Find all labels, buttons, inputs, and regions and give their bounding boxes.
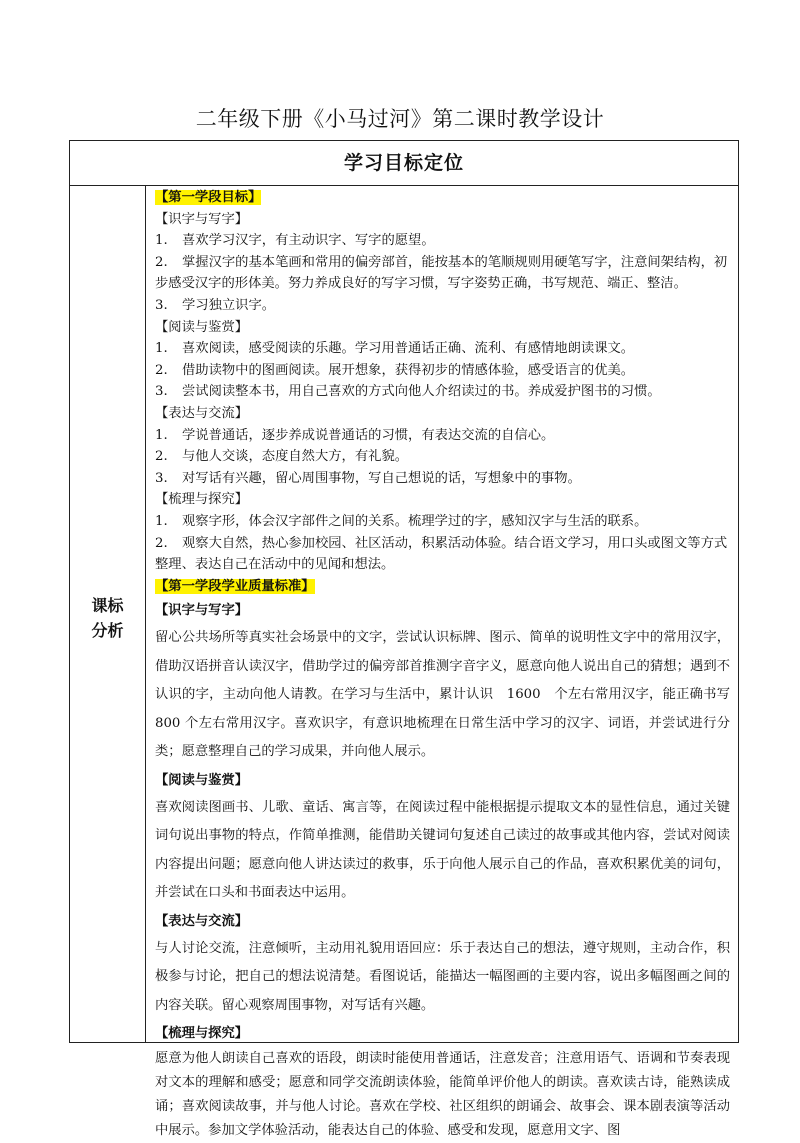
list-text: 喜欢阅读，感受阅读的乐趣。学习用普通话正确、流利、有感情地朗读课文。 xyxy=(182,341,635,357)
list-item xyxy=(155,533,730,576)
list-text: 学说普通话，逐步养成说普通话的习惯，有表达交流的自信心。 xyxy=(182,427,555,443)
list-text: 尝试阅读整本书，用自己喜欢的方式向他人介绍读过的书。养成爱护图书的习惯。 xyxy=(182,384,661,400)
list-item xyxy=(155,360,730,382)
goals-section-title: 【梳理与探究】 xyxy=(155,492,249,508)
content-cell xyxy=(146,185,744,1139)
list-number: 3. xyxy=(155,297,168,313)
row-label-line1: 课标 xyxy=(91,596,124,615)
list-number: 1. xyxy=(155,341,168,357)
list-text: 喜欢学习汉字，有主动识字、写字的愿望。 xyxy=(182,233,435,249)
list-text: 借助读物中的图画阅读。展开想象，获得初步的情感体验，感受语言的优美。 xyxy=(182,362,635,378)
quality-paragraph: 与人讨论交流，注意倾听，主动用礼貌用语回应：乐于表达自己的想法，遵守规则，主动合作，积极参与讨论，把自己的想法说清楚。看图说话，能描达一幅图画的主要内容，说出多幅图画之间的内容关联。留心观察周围事物，对写话有兴趣。 xyxy=(155,940,730,1013)
list-text: 观察字形，体会汉字部件之间的关系。梳理学过的字，感知汉字与生活的联系。 xyxy=(182,513,648,529)
quality-section-title: 【梳理与探究】 xyxy=(155,1026,249,1042)
list-item xyxy=(155,252,730,295)
row-label-line2: 分析 xyxy=(91,621,124,640)
list-number: 1. xyxy=(155,513,168,529)
goals-table xyxy=(69,140,744,1139)
list-number: 2. xyxy=(155,362,168,378)
goals-section-title: 【识字与写字】 xyxy=(155,211,249,227)
list-number: 1. xyxy=(155,233,168,249)
list-item xyxy=(155,425,730,447)
goals-section-title: 【表达与交流】 xyxy=(155,405,249,421)
quality-paragraph: 留心公共场所等真实社会场景中的文字，尝试认识标牌、图示、简单的说明性文字中的常用汉字，借助汉语拼音认读汉字，借助学过的偏旁部首推测字音字义，愿意向他人说出自己的猜想；遇到不认识的字，主动向他人请教。在学习与生活中，累计认识 1600 个左右常用汉字，能正确书写 800 个左右常用汉字。喜欢识字，有意识地梳理在日常生活中学习的汉字、词语，并尝试进行分类；愿意整理自己的学习成果，并向他人展示。 xyxy=(155,630,744,760)
list-item xyxy=(155,295,730,317)
list-item xyxy=(155,338,730,360)
document-title: 二年级下册《小马过河》第二课时教学设计 xyxy=(195,107,605,131)
list-item xyxy=(155,511,730,533)
quality-paragraph: 喜欢阅读图画书、儿歌、童话、寓言等，在阅读过程中能根据提示提取文本的显性信息，通过关键词句说出事物的特点，作简单推测，能借助关键词句复述自己读过的故事或其他内容，尝试对阅读内容提出问题；愿意向他人讲达读过的救事，乐于向他人展示自己的作品，喜欢积累优美的词句，并尝试在口头和书面表达中运用。 xyxy=(155,799,730,901)
list-text: 学习独立识字。 xyxy=(182,297,276,313)
goals-section-title: 【阅读与鉴赏】 xyxy=(155,319,249,335)
list-text: 掌握汉字的基本笔画和常用的偏旁部首，能按基本的笔顺规则用硬笔写字，注意间架结构，初步感受汉字的形体美。努力养成良好的写字习惯，写字姿势正确，书写规范、端正、整洁。 xyxy=(155,254,728,292)
quality-paragraph: 愿意为他人朗读自己喜欢的语段，朗读时能使用普通话，注意发音；注意用语气、语调和节奏表现对文本的理解和感受；愿意和同学交流朗读体验，能简单评价他人的朗读。喜欢读古诗，能熟读成诵；喜欢阅读故事，并与他人讨论。喜欢在学校、社区组织的朗诵会、故事会、课本剧表演等活动中展示。参加文学体验活动，能表达自己的体验、感受和发现，愿意用文字、图 xyxy=(155,1051,730,1139)
list-text: 对写话有兴趣，留心周围事物，写自己想说的话，写想象中的事物。 xyxy=(182,470,581,486)
quality-section-title: 【识字与写字】 xyxy=(155,603,249,619)
list-item xyxy=(155,468,730,490)
quality-section-title: 【阅读与鉴赏】 xyxy=(155,772,249,788)
list-text: 与他人交谈，态度自然大方，有礼貌。 xyxy=(182,449,409,465)
list-number: 1. xyxy=(155,427,168,443)
row-label xyxy=(70,593,145,643)
content-body xyxy=(146,185,744,1143)
list-item xyxy=(155,446,730,468)
table-header: 学习目标定位 xyxy=(70,141,738,186)
goals-heading: 【第一学段目标】 xyxy=(155,190,262,205)
quality-heading: 【第一学段学业质量标准】 xyxy=(155,578,315,594)
list-number: 2. xyxy=(155,449,168,465)
list-number: 3. xyxy=(155,470,168,486)
list-number: 3. xyxy=(155,384,168,400)
quality-section-title: 【表达与交流】 xyxy=(155,913,249,929)
row-label-cell xyxy=(70,185,146,1042)
list-number: 2. xyxy=(155,254,168,270)
list-item xyxy=(155,230,730,252)
list-number: 2. xyxy=(155,535,168,551)
list-item xyxy=(155,381,730,403)
list-text: 观察大自然，热心参加校园、社区活动，积累活动体验。结合语文学习，用口头或图文等方式整理、表达自己在活动中的见闻和想法。 xyxy=(155,535,728,573)
